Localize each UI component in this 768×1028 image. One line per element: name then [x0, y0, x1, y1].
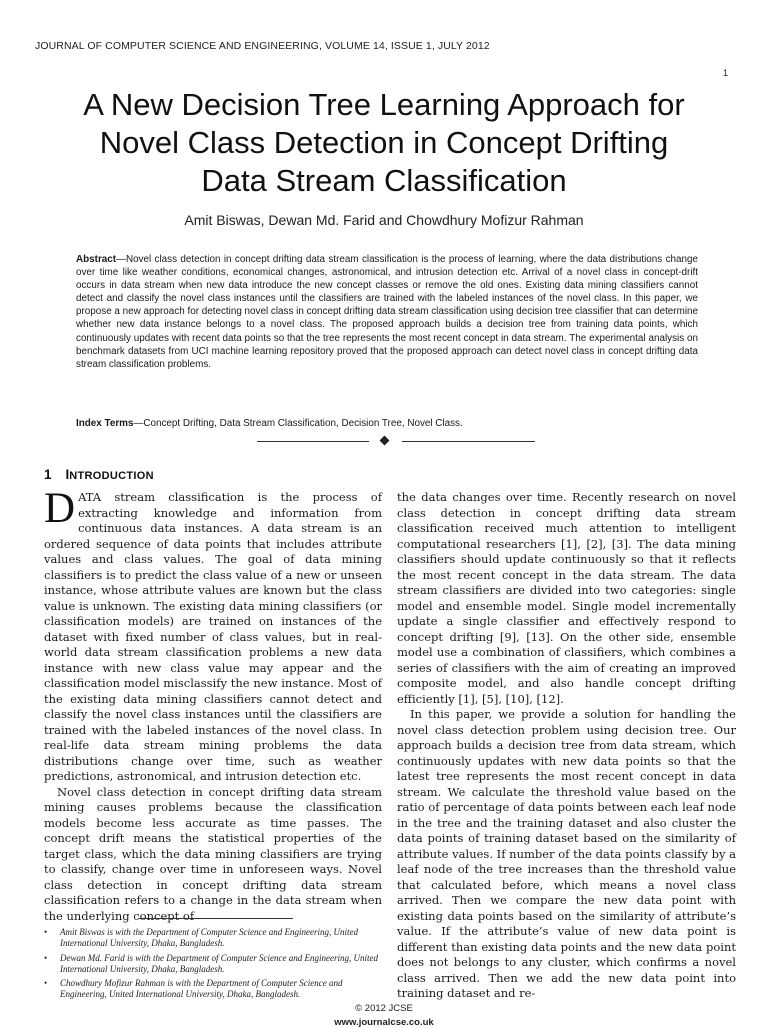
bullet-icon: • [44, 927, 48, 937]
dropcap: D [44, 485, 76, 532]
index-terms-dash: — [133, 418, 144, 429]
left-column [44, 485, 382, 924]
paragraph-text: ATA stream classification is the process of extracting knowledge and information from continuous data instances. A data stream is an ordered sequence of data points that includes attribute values and class values. The goal of data mining classifiers is to predict the class value of a new or unseen instance, whose attribute values are known but the class value is unknown. The existing data mining classifiers (or classification models) are trained on instances of the dataset with fixed number of class values, but in real-world data stream classification problems a new data instance with new class value may appear and the classification model misclassify the new instance. Most of the existing data mining classifiers cannot detect and classify the novel class instances until the classifiers are trained with the labeled instances of the novel class. In real-life data stream mining problems the data distributions change over time, such as weather predictions, astronomical, and intrusion detection etc. [44, 490, 382, 783]
divider-line-right [402, 441, 535, 442]
title-line-1: A New Decision Tree Learning Approach for [83, 87, 685, 122]
section-title-initial: I [65, 467, 70, 482]
footnote-text: Dewan Md. Farid is with the Department of Computer Science and Engineering, United International University, Dhaka, Bangladesh. [60, 952, 378, 974]
section-number: 1 [44, 467, 52, 482]
footnote-rule [139, 918, 293, 919]
index-terms-label: Index Terms [76, 418, 134, 429]
paragraph [44, 485, 382, 785]
footnote [44, 953, 384, 976]
title-line-3: Data Stream Classification [201, 163, 567, 198]
footnote [44, 927, 384, 950]
title-line-2: Novel Class Detection in Concept Drifting [99, 125, 669, 160]
running-head: JOURNAL OF COMPUTER SCIENCE AND ENGINEERING, VOLUME 14, ISSUE 1, JULY 2012 [35, 40, 490, 52]
journal-url[interactable]: www.journalcse.co.uk [334, 1017, 434, 1028]
paragraph: Novel class detection in concept drifting data stream mining causes problems because the classification models become less accurate as time passes. The concept drift means the statistical properties of the target class, which the data mining classifiers are trying to classify, change over time in unforeseen ways. Novel class detection in concept drifting data stream classification refers to a change in the data stream when the underlying concept of [44, 784, 382, 923]
divider-line-left [257, 441, 369, 442]
footnote-text: Amit Biswas is with the Department of Computer Science and Engineering, United International University, Dhaka, Bangladesh. [60, 927, 358, 949]
paragraph: In this paper, we provide a solution for handling the novel class detection problem using decision tree. Our approach builds a decision tree from data stream, which continuously updates with new data points so that the latest tree represents the most recent concept in data stream. We calculate the threshold value based on the ratio of percentage of data points between each leaf node in the tree and the training dataset and also cluster the data points of training dataset based on the similarity of attribute values. If number of the data points classify by a leaf node of the tree increases than the threshold value that calculated before, which means a novel class arrived. Then we compare the new data point with existing data points based on the similarity of attribute’s value. If the attribute’s value of new data point is different than existing data points and the new data point does not belongs to any cluster, which confirms a novel class arrived. Then we add the new data point into training dataset and re- [397, 707, 736, 1000]
page-number: 1 [722, 68, 728, 78]
footnote [44, 978, 384, 1001]
author-footnotes [44, 927, 384, 1004]
paragraph: the data changes over time. Recently research on novel class detection in concept drifting data stream classification received much attention to intelligent computational researchers [1], [2], [3]. The data mining classifiers should update continuously so that it reflects the most recent concept in the data stream. The data stream classifiers are divided into two categories: single model and ensemble model. Single model incrementally update a single classifier and effectively respond to concept drifting [9], [13]. On the other side, ensemble model use a combination of classifiers, which combines a series of classifiers with the aim of creating an improved composite model, and also handle concept drifting efficiently [1], [5], [10], [12]. [397, 490, 736, 706]
section-title-rest: NTRODUCTION [69, 470, 154, 482]
index-terms [76, 417, 698, 430]
bullet-icon: • [44, 978, 48, 989]
abstract-text: Novel class detection in concept drifting data stream classification is the process of learning, where the data distributions change over time like weather conditions, economical changes, astronomical, and intrusion detection etc. Arrival of a novel class in concept-drift occurs in data stream when new data introduce the new concept classes or remove the old ones. Existing data mining classifiers cannot detect and classify the novel class instances until the classifiers are trained with the labeled instances of the novel class. In this paper, we propose a new approach for detecting novel class in concept drifting data stream classification using decision tree classifier that can determine whether new data instance belongs to a novel class. The proposed approach builds a decision tree from training data points, which continuously updates with recent data points so that the tree represents the most recent concept in data stream. The experimental analysis on benchmark datasets from UCI machine learning repository proved that the proposed approach can detect novel class in concept drifting data stream classification problems. [76, 254, 698, 370]
diamond-icon [380, 436, 390, 446]
right-column [397, 490, 736, 1002]
abstract-dash: — [116, 254, 126, 265]
index-terms-text: Concept Drifting, Data Stream Classification, Decision Tree, Novel Class. [143, 418, 463, 429]
section-heading [44, 467, 154, 482]
abstract-label: Abstract [76, 254, 117, 265]
copyright: © 2012 JCSE [355, 1003, 413, 1014]
paper-title [40, 86, 728, 200]
bullet-icon: • [44, 952, 48, 963]
abstract [76, 253, 698, 371]
author-list: Amit Biswas, Dewan Md. Farid and Chowdhury Mofizur Rahman [184, 212, 584, 228]
footnote-text: Chowdhury Mofizur Rahman is with the Department of Computer Science and Engineering, United International University, Dhaka, Bangladesh. [60, 978, 343, 1000]
